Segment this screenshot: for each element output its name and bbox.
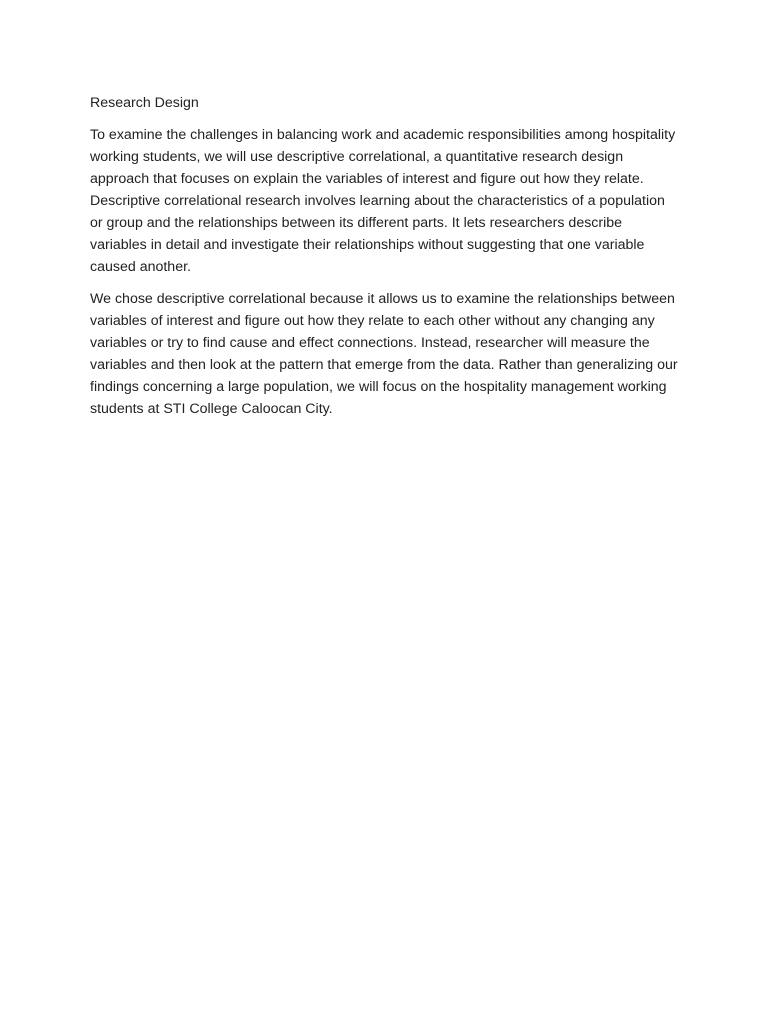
section-heading: Research Design xyxy=(90,95,199,111)
paragraph-design-rationale: We chose descriptive correlational because it allows us to examine the relationships between variables of interest and figure out how they relate to each other without any changing any variables or try to find cause and effect connections. Instead, researcher will measure the variables and then look at the pattern that emerge from the data. Rather than generalizing our findings concerning a large population, we will focus on the hospitality management working students at STI College Caloocan City. xyxy=(90,291,678,417)
document-page xyxy=(90,92,680,430)
paragraph-research-design-intro: To examine the challenges in balancing work and academic responsibilities among hospitality working students, we will use descriptive correlational, a quantitative research design approach that focuses on explain the variables of interest and figure out how they relate. Descriptive correlational research involves learning about the characteristics of a population or group and the relationships between its different parts. It lets researchers describe variables in detail and investigate their relationships without suggesting that one variable caused another. xyxy=(90,127,676,275)
